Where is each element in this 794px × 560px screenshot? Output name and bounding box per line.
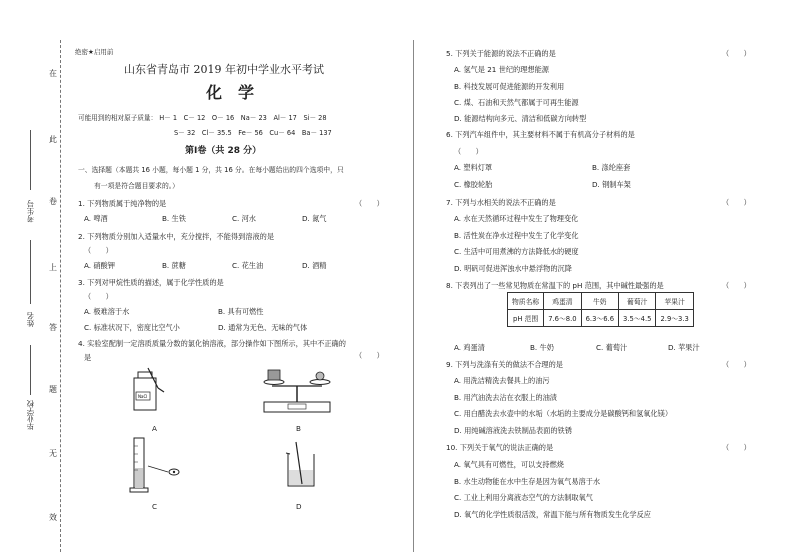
option-d: D. 氮气 (302, 214, 327, 223)
seal-char: 答 (49, 323, 57, 332)
ph-table-cell: 鸡蛋清 (544, 293, 581, 310)
ph-table-header-row (508, 293, 694, 310)
school-label: 毕业学校 (26, 400, 35, 430)
option-b: B. 牛奶 (530, 343, 554, 352)
option-c: C. 葡萄汁 (596, 343, 628, 352)
ph-table-cell: 7.6～8.0 (544, 310, 581, 327)
ph-table-cell: 物质名称 (508, 293, 544, 310)
seal-char: 效 (49, 513, 57, 522)
option-b: B. 具有可燃性 (218, 307, 264, 316)
answer-bracket: （ ） (722, 443, 751, 452)
ph-table-cell: 牛奶 (581, 293, 618, 310)
option-a: A. 鸡蛋清 (454, 343, 485, 352)
name-line (30, 240, 31, 304)
option-a: A. 用洗洁精洗去餐具上的油污 (454, 376, 550, 385)
option-d: D. 用纯碱溶液洗去铁制品表面的铁锈 (454, 426, 572, 435)
instructions-line-2: 有一项是符合题目要求的。） (94, 182, 179, 190)
atomic-mass-line-1: 可能用到的相对原子质量： H－ 1 C－ 12 O－ 16 Na－ 23 Al－ 17 Si－ 28 (78, 114, 327, 122)
option-a: A. 水在天然循环过程中发生了物理变化 (454, 214, 579, 223)
question-stem: 9. 下列与洗涤有关的做法不合理的是 (446, 360, 563, 369)
ph-table-cell: 3.5～4.5 (619, 310, 656, 327)
option-c: C. 花生油 (232, 261, 264, 270)
option-c: C. 橡胶轮胎 (454, 180, 493, 189)
question-stem: 3. 下列对甲烷性质的描述，属于化学性质的是 (78, 278, 224, 287)
option-d: D. 钢制车架 (592, 180, 631, 189)
option-a: A. 氢气是 21 世纪的理想能源 (454, 65, 549, 74)
ph-table-cell: 苹果汁 (656, 293, 693, 310)
ph-table-cell: 2.9～3.3 (656, 310, 693, 327)
beaker-figure (282, 440, 322, 492)
option-b: B. 蔗糖 (162, 261, 186, 270)
option-b: B. 用汽油洗去沾在衣服上的油渍 (454, 393, 557, 402)
option-b: B. 涤纶座套 (592, 163, 631, 172)
figure-label-b: B (296, 424, 301, 433)
answer-bracket: （ ） (355, 199, 384, 208)
answer-bracket: （ ） (84, 246, 113, 255)
answer-bracket: （ ） (722, 198, 751, 207)
option-d: D. 苹果汁 (668, 343, 700, 352)
option-c: C. 煤、石油和天然气都属于可再生能源 (454, 98, 579, 107)
answer-bracket: （ ） (722, 360, 751, 369)
answer-bracket: （ ） (355, 351, 384, 360)
option-d: D. 通常为无色、无味的气体 (218, 323, 308, 332)
ph-table (507, 292, 694, 327)
option-b: B. 活性炭在净水过程中发生了化学变化 (454, 231, 579, 240)
option-c: C. 河水 (232, 214, 256, 223)
option-a: A. 氧气具有可燃性，可以支持燃烧 (454, 460, 564, 469)
answer-bracket: （ ） (454, 147, 483, 156)
option-d: D. 酒精 (302, 261, 327, 270)
instructions-line-1: 一、选择题（本题共 16 小题，每小题 1 分，共 16 分。在每小题给出的四个选项中，只 (78, 166, 344, 174)
option-c: C. 工业上利用分离液态空气的方法制取氧气 (454, 493, 593, 502)
ph-table-cell: 葡萄汁 (619, 293, 656, 310)
candidate-number-line (30, 130, 31, 190)
answer-bracket: （ ） (722, 281, 751, 290)
question-stem: 2. 下列物质分别加入适量水中，充分搅拌，不能得到溶液的是 (78, 232, 275, 241)
atomic-mass-line-2: S－ 32 Cl－ 35.5 Fe－ 56 Cu－ 64 Ba－ 137 (174, 129, 332, 137)
name-label: 姓名 (26, 312, 35, 327)
column-divider (413, 40, 414, 552)
figure-label-d: D (296, 502, 302, 511)
graduated-cylinder-figure (128, 436, 188, 496)
seal-char: 在 (49, 69, 57, 78)
answer-bracket: （ ） (722, 49, 751, 58)
option-a: A. 硝酸钾 (84, 261, 115, 270)
candidate-number-label: 考生号 (26, 200, 35, 223)
figure-label-c: C (152, 502, 158, 511)
option-b: B. 水生动物能在水中生存是因为氧气易溶于水 (454, 477, 601, 486)
answer-bracket: （ ） (84, 292, 113, 301)
option-b: B. 生铁 (162, 214, 186, 223)
ph-table-data-row (508, 310, 694, 327)
question-stem: 7. 下列与水相关的说法不正确的是 (446, 198, 556, 207)
question-stem: 6. 下列汽车组件中，其主要材料不属于有机高分子材料的是 (446, 130, 635, 139)
option-c: C. 用白醋洗去水壶中的水垢（水垢的主要成分是碳酸钙和氢氧化镁） (454, 409, 673, 418)
binding-dashed-line (60, 40, 61, 552)
question-stem: 5. 下列关于能源的说法不正确的是 (446, 49, 556, 58)
secret-mark: 绝密★启用前 (75, 48, 114, 56)
option-b: B. 科技发展可促进能源的开发利用 (454, 82, 565, 91)
reagent-bottle-figure (130, 366, 170, 416)
bottle-label: NaCl (138, 394, 148, 399)
ph-table-cell: 6.3～6.6 (581, 310, 618, 327)
subject-title: 化 学 (206, 83, 255, 102)
option-d: D. 明矾可促进浑浊水中悬浮物的沉降 (454, 264, 572, 273)
question-stem-cont: 是 (84, 353, 92, 362)
part-title: 第Ⅰ卷（共 28 分） (185, 146, 262, 156)
balance-figure (258, 360, 338, 420)
question-stem: 1. 下列物质属于纯净物的是 (78, 199, 167, 208)
question-stem: 10. 下列关于氧气的说法正确的是 (446, 443, 554, 452)
option-c: C. 标准状况下，密度比空气小 (84, 323, 180, 332)
option-a: A. 塑料灯罩 (454, 163, 493, 172)
figure-label-a: A (152, 424, 157, 433)
option-a: A. 啤酒 (84, 214, 108, 223)
ph-table-cell: pH 范围 (508, 310, 544, 327)
option-d: D. 氧气的化学性质很活泼，常温下能与所有物质发生化学反应 (454, 510, 651, 519)
option-a: A. 极难溶于水 (84, 307, 130, 316)
seal-char: 卷 (49, 197, 57, 206)
seal-char: 此 (49, 135, 57, 144)
option-d: D. 能源结构向多元、清洁和低碳方向转型 (454, 114, 587, 123)
seal-char: 题 (49, 385, 57, 394)
seal-char: 无 (49, 449, 57, 458)
seal-char: 上 (49, 263, 57, 272)
option-c: C. 生活中可用煮沸的方法降低水的硬度 (454, 247, 579, 256)
exam-title: 山东省青岛市 2019 年初中学业水平考试 (124, 63, 324, 76)
question-stem: 8. 下表列出了一些常见物质在常温下的 pH 范围，其中碱性最强的是 (446, 281, 664, 290)
question-stem: 4. 实验室配制一定溶质质量分数的氯化钠溶液，部分操作如下图所示，其中不正确的 (78, 339, 346, 348)
school-line (30, 345, 31, 395)
